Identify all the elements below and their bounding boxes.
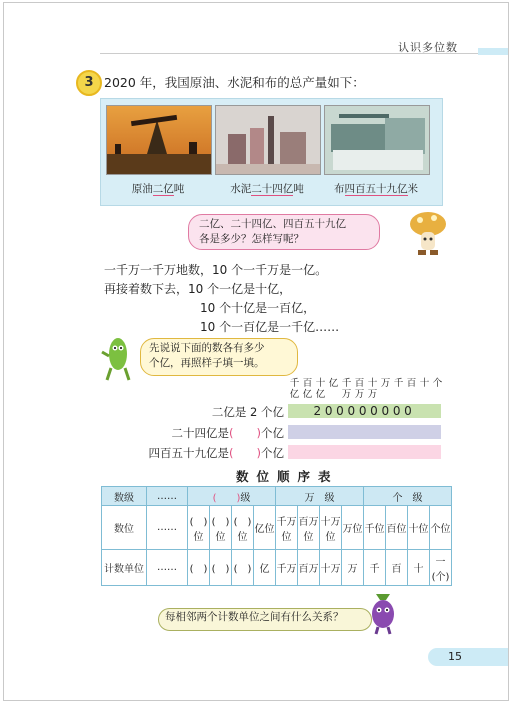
unit-cell-3: 亿 xyxy=(254,550,276,586)
fill-row-1-label: 二亿是 2 个亿 xyxy=(211,405,284,419)
table-row-unit xyxy=(102,550,452,586)
unit-cell-0[interactable]: ( ) xyxy=(188,550,210,586)
unit-cell-2[interactable]: ( ) xyxy=(232,550,254,586)
table-row-place xyxy=(102,506,452,550)
place-cell-9: 百位 xyxy=(386,506,408,550)
place-header-3: 亿 xyxy=(328,378,339,389)
fill-row-3-label: 四百五十九亿是( )个亿 xyxy=(148,446,284,460)
place-cell-8: 千位 xyxy=(364,506,386,550)
question-number-badge: 3 xyxy=(76,70,102,96)
unit-cell-11: 一(个) xyxy=(430,550,452,586)
fill-row-2-label: 二十四亿是( )个亿 xyxy=(171,426,284,440)
cell-wan-level: 万 级 xyxy=(276,487,364,506)
paragraph-line-2: 再接着数下去，10 个一亿是十亿， xyxy=(104,282,292,296)
cell-place-dots: …… xyxy=(147,506,188,550)
place-cell-7: 万位 xyxy=(342,506,364,550)
cement-caption: 水泥二十四亿吨 xyxy=(230,183,304,195)
cement-plant-photo xyxy=(215,105,321,175)
place-header-11: 个 xyxy=(432,378,443,389)
fill-row-3-blank[interactable]: ( ) xyxy=(229,446,261,460)
fill-row-2-blank[interactable]: ( ) xyxy=(229,426,261,440)
cloth-caption: 布四百五十九亿米 xyxy=(334,183,418,195)
place-cell-4: 千万位 xyxy=(276,506,298,550)
textile-mill-photo xyxy=(324,105,430,175)
question-speech-bubble: 二亿、二十四亿、四百五十九亿 各是多少？怎样写呢？ xyxy=(188,214,380,250)
oil-caption: 原油二亿吨 xyxy=(131,183,185,195)
task-speech-bubble: 先说说下面的数各有多少 个亿，再照样子填一填。 xyxy=(140,338,298,376)
place-header-7: 万 xyxy=(380,378,391,389)
cell-yi-level: ( )级 xyxy=(188,487,276,506)
page-number: 15 xyxy=(448,650,462,663)
place-header-0: 千 亿 xyxy=(289,378,300,400)
oil-pump-photo xyxy=(106,105,212,175)
place-header-9: 百 xyxy=(406,378,417,389)
place-header-5: 百 万 xyxy=(354,378,365,400)
place-cell-2[interactable]: ( )位 xyxy=(232,506,254,550)
place-header-8: 千 xyxy=(393,378,404,389)
unit-cell-4: 千万 xyxy=(276,550,298,586)
place-cell-5: 百万位 xyxy=(298,506,320,550)
page-number-tab xyxy=(428,648,508,666)
place-header-10: 十 xyxy=(419,378,430,389)
chapter-title: 认识多位数 xyxy=(398,41,458,54)
header-accent-bar xyxy=(478,48,508,55)
unit-cell-10: 十 xyxy=(408,550,430,586)
table-row-level xyxy=(102,487,452,506)
paragraph-line-4: 10 个一百亿是一千亿…… xyxy=(200,320,340,334)
unit-cell-1[interactable]: ( ) xyxy=(210,550,232,586)
mushroom-character-icon xyxy=(408,210,448,260)
place-header-2: 十 亿 xyxy=(315,378,326,400)
cell-ge-level: 个 级 xyxy=(364,487,452,506)
cell-level-label: 数级 xyxy=(102,487,147,506)
paragraph-line-1: 一千万一千万地数，10 个一千万是一亿。 xyxy=(104,263,328,277)
place-value-table xyxy=(101,486,452,586)
unit-cell-6: 十万 xyxy=(320,550,342,586)
fill-row-3-bar[interactable] xyxy=(288,445,441,459)
paragraph-line-3: 10 个十亿是一百亿， xyxy=(200,301,316,315)
place-cell-6: 十万位 xyxy=(320,506,342,550)
place-cell-0[interactable]: ( )位 xyxy=(188,506,210,550)
bottom-speech-bubble: 每相邻两个计数单位之间有什么关系？ xyxy=(158,608,372,631)
cell-level-dots: …… xyxy=(147,487,188,506)
place-header-1: 百 亿 xyxy=(302,378,313,400)
place-cell-10: 十位 xyxy=(408,506,430,550)
unit-cell-8: 千 xyxy=(364,550,386,586)
cell-unit-dots: …… xyxy=(147,550,188,586)
fill-row-2-bar[interactable] xyxy=(288,425,441,439)
unit-cell-7: 万 xyxy=(342,550,364,586)
fill-row-1-digits: 200000000 xyxy=(313,404,416,418)
place-header-6: 十 万 xyxy=(367,378,378,400)
eggplant-character-icon xyxy=(366,590,400,640)
cell-unit-label: 计数单位 xyxy=(102,550,147,586)
yi-level-blank[interactable]: ( ) xyxy=(212,492,241,504)
cell-place-label: 数位 xyxy=(102,506,147,550)
place-cell-3: 亿位 xyxy=(254,506,276,550)
unit-cell-9: 百 xyxy=(386,550,408,586)
question-text: 2020 年，我国原油、水泥和布的总产量如下： xyxy=(104,75,365,90)
place-header-4: 千 万 xyxy=(341,378,352,400)
place-cell-1[interactable]: ( )位 xyxy=(210,506,232,550)
place-value-table-title: 数位顺序表 xyxy=(236,469,339,484)
leaf-character-icon xyxy=(100,334,136,388)
place-cell-11: 个位 xyxy=(430,506,452,550)
unit-cell-5: 百万 xyxy=(298,550,320,586)
